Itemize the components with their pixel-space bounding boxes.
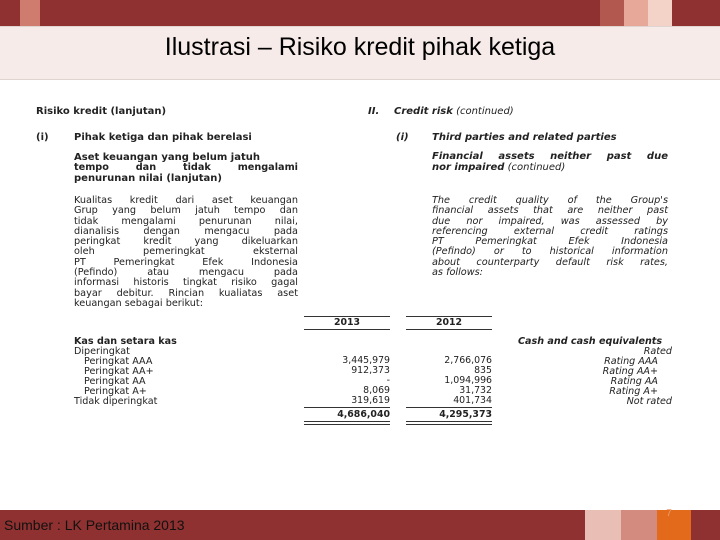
- right-section-header: [394, 106, 514, 117]
- row-label-en: Rating AA: [610, 376, 658, 387]
- paragraph-line: (Pefindo) or to historical information: [432, 246, 668, 258]
- paragraph-line: Grup yang belum jatuh tempo dan: [74, 205, 298, 217]
- row-value-2013: 3,445,979: [342, 355, 390, 366]
- caption-text: nor impaired: [432, 162, 505, 174]
- table-title: Kas dan setara kas: [74, 336, 177, 347]
- paragraph-line: about counterparty default risk rates,: [432, 256, 668, 268]
- subtotal-rule: [406, 407, 492, 408]
- page-number: 7: [666, 508, 672, 519]
- left-section-header: [36, 106, 166, 117]
- row-label: Peringkat AAA: [84, 356, 153, 367]
- row-label-en: Rated: [643, 346, 672, 357]
- footer-block: [585, 510, 621, 540]
- subtotal-rule: [304, 407, 390, 408]
- row-value-2013: 8,069: [363, 385, 390, 396]
- row-label-en: Rating AAA: [604, 356, 658, 367]
- financial-statement-excerpt: [36, 106, 686, 426]
- top-bar-segment: [648, 0, 672, 26]
- paragraph-line: oleh pemeringkat eksternal: [74, 246, 298, 258]
- caption-line: tempo dan tidak mengalami: [74, 162, 298, 173]
- top-bar-segment: [20, 0, 40, 26]
- year-header-2013: 2013: [333, 317, 361, 328]
- left-subsection-title: Pihak ketiga dan pihak berelasi: [74, 132, 252, 143]
- total-double-rule: [406, 421, 492, 425]
- source-caption: Sumber : LK Pertamina 2013: [4, 517, 185, 533]
- top-bar-segment: [600, 0, 624, 26]
- paragraph-line: The credit quality of the Group's: [432, 195, 668, 206]
- row-value-2012: 2,766,076: [444, 355, 492, 366]
- top-bar-segment: [40, 0, 600, 26]
- year-rule: [406, 329, 492, 330]
- total-2012: 4,295,373: [439, 409, 492, 420]
- caption-line: [432, 162, 668, 173]
- caption-line: Financial assets neither past due: [432, 151, 668, 162]
- paragraph-line: due nor impaired, was assessed by: [432, 215, 668, 227]
- row-label: Peringkat AA: [84, 376, 146, 387]
- year-header-2012: 2012: [435, 317, 463, 328]
- right-caption: [432, 152, 668, 173]
- total-2013: 4,686,040: [337, 409, 390, 420]
- paragraph-line: dianalisis dengan mengacu pada: [74, 225, 298, 237]
- table-title-en: Cash and cash equivalents: [518, 336, 663, 347]
- total-double-rule: [304, 421, 390, 425]
- paragraph-line: referencing external credit ratings: [432, 225, 668, 237]
- paragraph-line: (Pefindo) atau mengacu pada: [74, 267, 298, 279]
- paragraph-line: tidak mengalami penurunan nilai,: [74, 215, 298, 227]
- row-value-2013: -: [386, 375, 390, 386]
- row-label: Peringkat A+: [84, 386, 147, 397]
- paragraph-line: as follows:: [432, 267, 483, 279]
- row-value-2012: 1,094,996: [444, 375, 492, 386]
- paragraph-line: keuangan sebagai berikut:: [74, 297, 203, 309]
- right-subsection-number: (i): [396, 132, 409, 143]
- left-caption: [74, 152, 298, 184]
- caption-note: (continued): [507, 162, 566, 174]
- left-subsection-number: (i): [36, 132, 49, 143]
- top-bar-segment: [672, 0, 720, 26]
- paragraph-line: informasi historis tingkat risiko gagal: [74, 277, 298, 289]
- right-paragraph: [432, 196, 668, 278]
- right-header-text: Credit risk: [394, 106, 453, 117]
- left-header-text: Risiko kredit (lanjutan): [36, 106, 167, 117]
- top-bar-segment: [0, 0, 20, 26]
- paragraph-line: peringkat kredit yang dikeluarkan: [74, 236, 298, 248]
- right-section-number: II.: [368, 106, 380, 117]
- top-color-bar: [0, 0, 720, 26]
- right-subsection-title: Third parties and related parties: [432, 132, 617, 143]
- paragraph-line: financial assets that are neither past: [432, 205, 668, 217]
- caption-line: Aset keuangan yang belum jatuh: [74, 152, 261, 163]
- row-label-en: Not rated: [626, 396, 672, 407]
- row-label: Tidak diperingkat: [74, 396, 158, 407]
- row-label-en: Rating A+: [609, 386, 658, 397]
- left-paragraph: [74, 196, 298, 309]
- row-value-2013: 319,619: [351, 395, 390, 406]
- row-label-en: Rating AA+: [602, 366, 658, 377]
- paragraph-line: bayar debitur. Rincian kualiatas aset: [74, 287, 298, 299]
- row-value-2013: 912,373: [351, 365, 390, 376]
- row-label: Diperingkat: [74, 346, 130, 357]
- footer-block: [621, 510, 657, 540]
- top-bar-segment: [624, 0, 648, 26]
- slide-title: Ilustrasi – Risiko kredit pihak ketiga: [164, 33, 556, 61]
- paragraph-line: PT Pemeringkat Efek Indonesia: [432, 236, 668, 248]
- right-header-note: (continued): [456, 106, 514, 117]
- row-value-2012: 401,734: [453, 395, 492, 406]
- row-label: Peringkat AA+: [84, 366, 154, 377]
- caption-line: penurunan nilai (lanjutan): [74, 173, 222, 185]
- paragraph-line: Kualitas kredit dari aset keuangan: [74, 195, 298, 206]
- row-value-2012: 31,732: [459, 385, 492, 396]
- paragraph-line: PT Pemeringkat Efek Indonesia: [74, 256, 298, 268]
- row-value-2012: 835: [474, 365, 492, 376]
- year-rule: [304, 329, 390, 330]
